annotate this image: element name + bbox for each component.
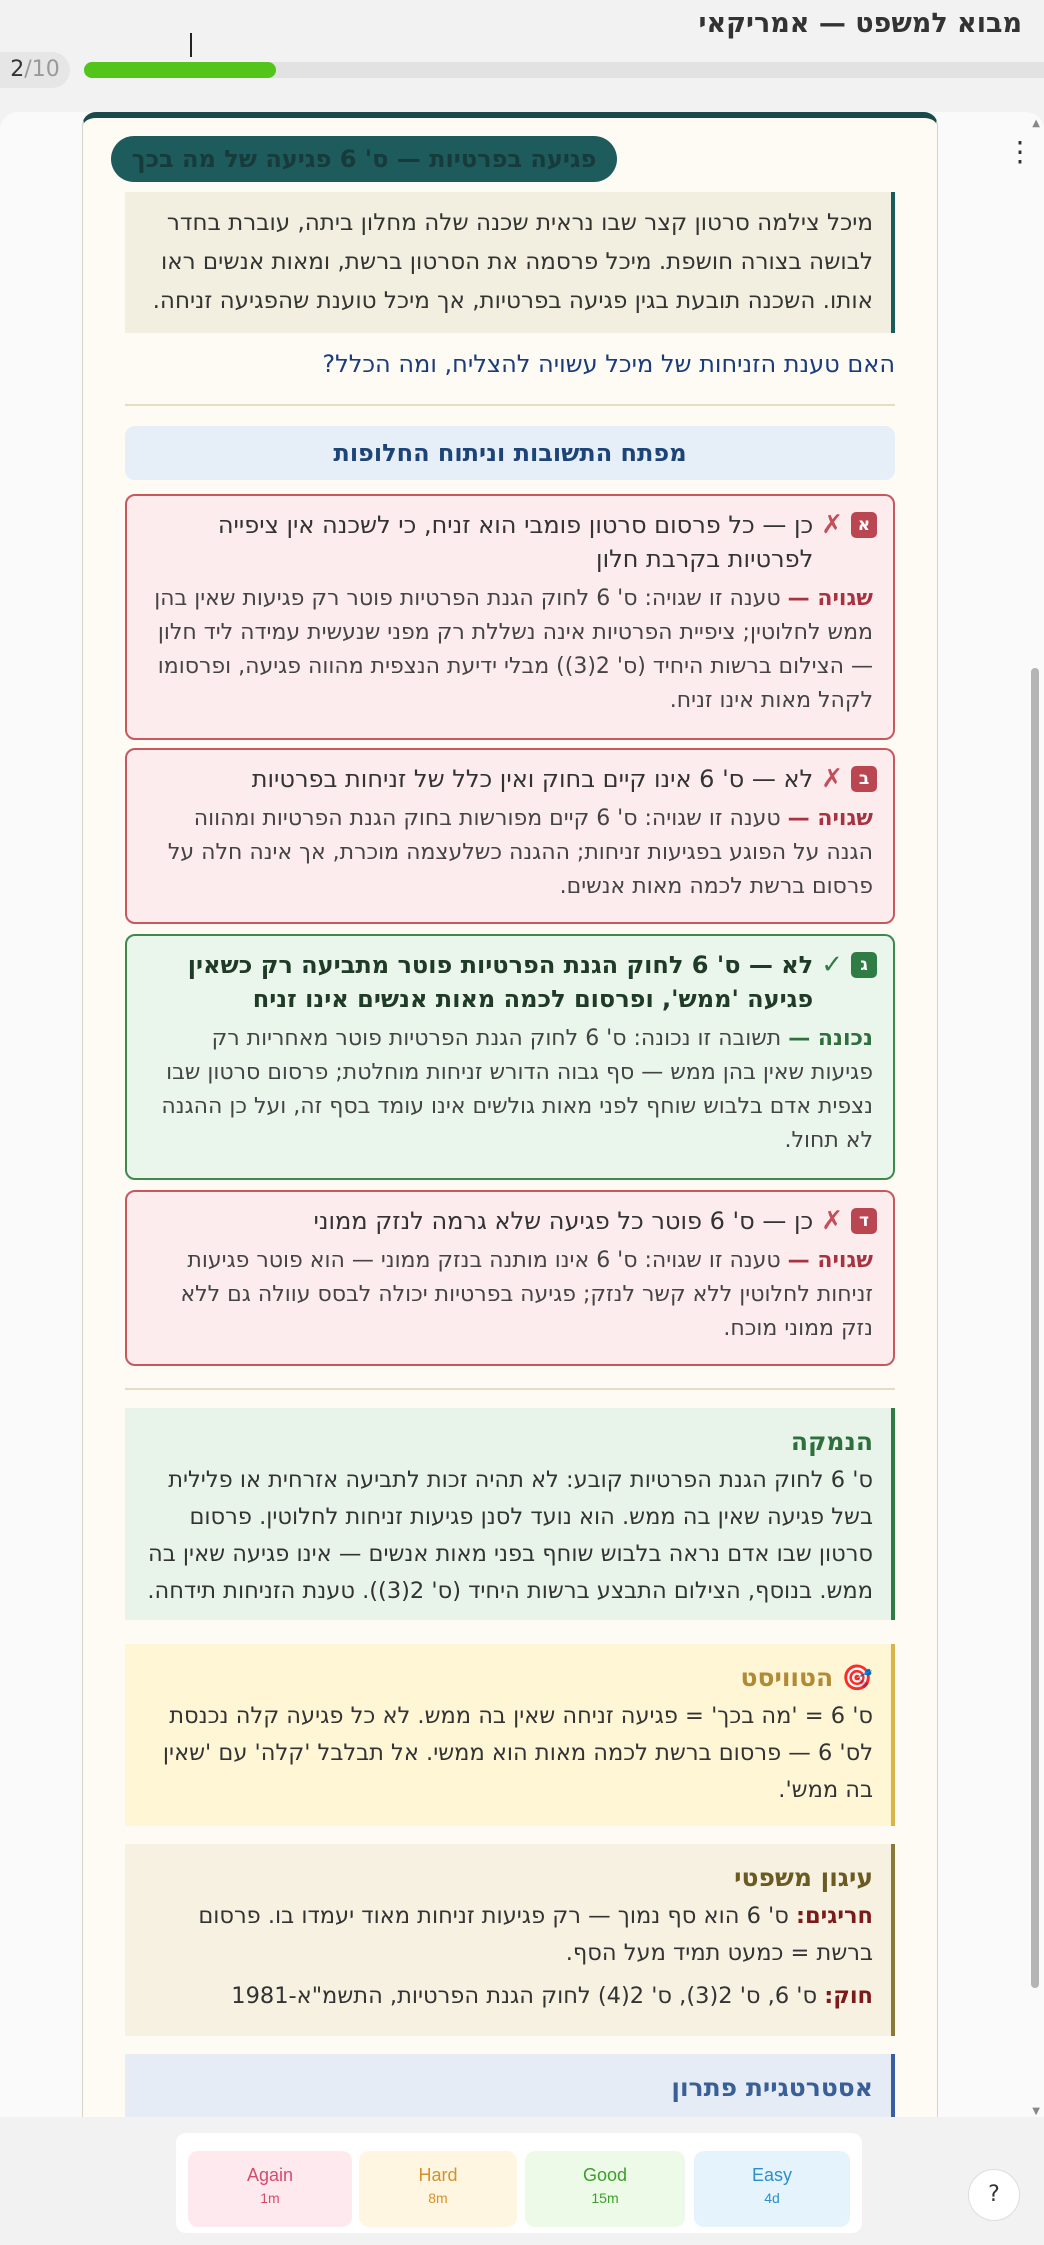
option-text: כן — כל פרסום סרטון פומבי הוא זניח, כי לשכנה אין ציפייה לפרטיות בקרבת חלון: [217, 511, 814, 573]
verdict-label: שגויה —: [787, 806, 873, 831]
option-letter-badge: ד: [851, 1208, 877, 1234]
divider: [125, 1388, 895, 1390]
strategy-section: [125, 2054, 895, 2117]
reasoning-section: [125, 1408, 895, 1620]
progress-row: [0, 52, 1044, 88]
more-options-icon[interactable]: ⋮: [1006, 135, 1034, 168]
option-explanation: [145, 802, 873, 904]
progress-bar-fill: [84, 62, 276, 78]
flashcard: [82, 112, 938, 2117]
easy-button[interactable]: [694, 2151, 850, 2227]
progress-bar: [84, 62, 1044, 78]
exceptions-text: ס' 6 הוא סף נמוך — רק פגיעות זניחות מאוד יעמדו בו. פרסום ברשת = כמעט תמיד מעל הסף.: [198, 1903, 873, 1966]
twist-body: ס' 6 = 'מה בכך' = פגיעה זניחה שאין בה ממש. לא כל פגיעה קלה נכנסת לס' 6 — פרסום ברשת לכמה מאות הוא ממשי. אל תבלבל 'קלה' עם 'שאין בה ממש'.: [162, 1703, 873, 1803]
text-cursor: [190, 33, 192, 57]
question-text: האם טענת הזניחות של מיכל עשויה להצליח, ומה הכלל?: [322, 350, 895, 378]
progress-total: /10: [24, 57, 60, 82]
deck-title: מבוא למשפט — אמריקאי: [698, 8, 1022, 39]
legal-section: [125, 1844, 895, 2036]
twist-section: [125, 1644, 895, 1826]
divider: [125, 404, 895, 406]
scroll-down-icon[interactable]: ▼: [1032, 2106, 1040, 2117]
scroll-up-icon[interactable]: ▲: [1032, 118, 1040, 129]
option-text: כן — ס' 6 פוטר כל פגיעה שלא גרמה לנזק ממוני: [313, 1207, 814, 1235]
exceptions-label: חריגים:: [796, 1903, 873, 1929]
legal-exceptions: [141, 1898, 873, 1972]
answer-bar: [0, 2117, 1044, 2245]
legal-title: עיגון משפטי: [734, 1863, 873, 1892]
x-mark-icon: ✗: [821, 764, 843, 794]
good-interval: 15m: [591, 2190, 619, 2206]
law-label: חוק:: [824, 1983, 873, 2009]
check-mark-icon: ✓: [821, 950, 843, 980]
easy-interval: 4d: [764, 2190, 780, 2206]
explanation-text: תשובה זו נכונה: ס' 6 לחוק הגנת הפרטיות פוטר מאחריות רק פגיעות שאין בהן ממש — סף גבוה הדורש זניחות מוחלטת; פרסום סרטון שבו נצפית אדם בלבוש שוחף לפני מאות גולשים אינו עומד בסף זה, ועל כן ההגנה לא תחול.: [161, 1026, 873, 1153]
x-mark-icon: ✗: [821, 1206, 843, 1236]
legal-law: [141, 1978, 873, 2015]
option-d: [125, 1190, 895, 1366]
hard-button[interactable]: [359, 2151, 517, 2227]
hard-label: Hard: [418, 2165, 458, 2185]
option-c-correct: [125, 934, 895, 1180]
scenario-box: מיכל צילמה סרטון קצר שבו נראית שכנה שלה מחלון ביתה, עוברת בחדר לבושה בצורה חושפת. מיכל פרסמה את הסרטון ברשת, ומאות אנשים ראו אותו. השכנה תובעת בגין פגיעה בפרטיות, אך מיכל טוענת שהפגיעה זניחה.: [125, 192, 895, 333]
good-label: Good: [582, 2165, 628, 2185]
progress-counter: [0, 52, 70, 88]
progress-current: 2: [10, 57, 25, 82]
good-button[interactable]: [525, 2151, 685, 2227]
verdict-label: שגויה —: [787, 586, 873, 611]
option-a: [125, 494, 895, 740]
easy-label: Easy: [751, 2165, 793, 2185]
topic-badge: פגיעה בפרטיות — ס' 6 פגיעה של מה בכך: [111, 136, 617, 182]
law-text: ס' 6, ס' 2(3), ס' 2(4) לחוק הגנת הפרטיות, התשמ"א-1981: [231, 1983, 818, 2009]
hard-interval: 8m: [428, 2190, 448, 2206]
option-letter-badge: א: [851, 512, 877, 538]
option-b: [125, 748, 895, 924]
scrollbar[interactable]: [1028, 112, 1042, 2117]
explanation-text: טענה זו שגויה: ס' 6 אינו מותנה בנזק ממוני — הוא פוטר פגיעות זניחות לחלוטין ללא קשר לנזק; פגיעה בפרטיות יכולה לבסס עוולה גם ללא נזק ממוני מוכח.: [180, 1248, 873, 1341]
verdict-label: נכונה —: [788, 1026, 873, 1051]
option-letter-badge: ג: [851, 952, 877, 978]
option-text: לא — ס' 6 לחוק הגנת הפרטיות פוטר מתביעה רק כשאין פגיעה 'ממש', ופרסום לכמה מאות אנשים אינו זניח: [187, 951, 814, 1013]
help-button[interactable]: ?: [968, 2169, 1020, 2221]
again-label: Again: [246, 2165, 294, 2185]
answer-key-header: מפתח התשובות וניתוח החלופות: [125, 426, 895, 480]
explanation-text: טענה זו שגויה: ס' 6 לחוק הגנת הפרטיות פוטר רק פגיעות שאין בהן ממש לחלוטין; ציפיית הפרטיות אינה נשללת רק מפני שנעשית עמידה ליד חלון — הצילום ברשות היחיד (ס' 2(3)) מבלי ידיעת הנצפית מהווה פגיעה, ופרסומו לקהל מאות אינו זניח.: [154, 586, 873, 713]
reasoning-body: ס' 6 לחוק הגנת הפרטיות קובע: לא תהיה זכות לתביעה אזרחית או פלילית בשל פגיעה שאין בה ממש. הוא נועד לסנן פגיעות זניחות לחלוטין. פרסום סרטון שבו אדם נראה בלבוש שוחף בפני מאות אנשים — אינו פגיעה שאין בה ממש. בנוסף, הצילום התבצע ברשות היחיד (ס' 2(3)). טענת הזניחות תידחה.: [147, 1467, 873, 1604]
verdict-label: שגויה —: [787, 1248, 873, 1273]
option-explanation: [145, 582, 873, 718]
explanation-text: טענה זו שגויה: ס' 6 קיים מפורשות בחוק הגנת הפרטיות ומהווה הגנה על הפוגע בפגיעות זניחות; ההגנה כשלעצמה מוכרת, אך אינה חלה על פרסום ברשת לכמה מאות אנשים.: [167, 806, 873, 899]
twist-title-row: [141, 1658, 873, 1698]
option-text: לא — ס' 6 אינו קיים בחוק ואין כלל של זניחות בפרטיות: [251, 765, 814, 793]
option-explanation: [145, 1244, 873, 1346]
again-button[interactable]: [188, 2151, 352, 2227]
strategy-title: אסטרטגיית פתרון: [671, 2073, 873, 2102]
target-icon: 🎯: [841, 1663, 873, 1692]
card-viewport[interactable]: [0, 112, 1044, 2117]
scrollbar-thumb[interactable]: [1031, 668, 1039, 1988]
x-mark-icon: ✗: [821, 510, 843, 540]
reasoning-title: הנמקה: [790, 1427, 873, 1456]
option-letter-badge: ב: [851, 766, 877, 792]
option-explanation: [145, 1022, 873, 1158]
again-interval: 1m: [260, 2190, 280, 2206]
twist-title: הטוויסט: [740, 1663, 834, 1692]
